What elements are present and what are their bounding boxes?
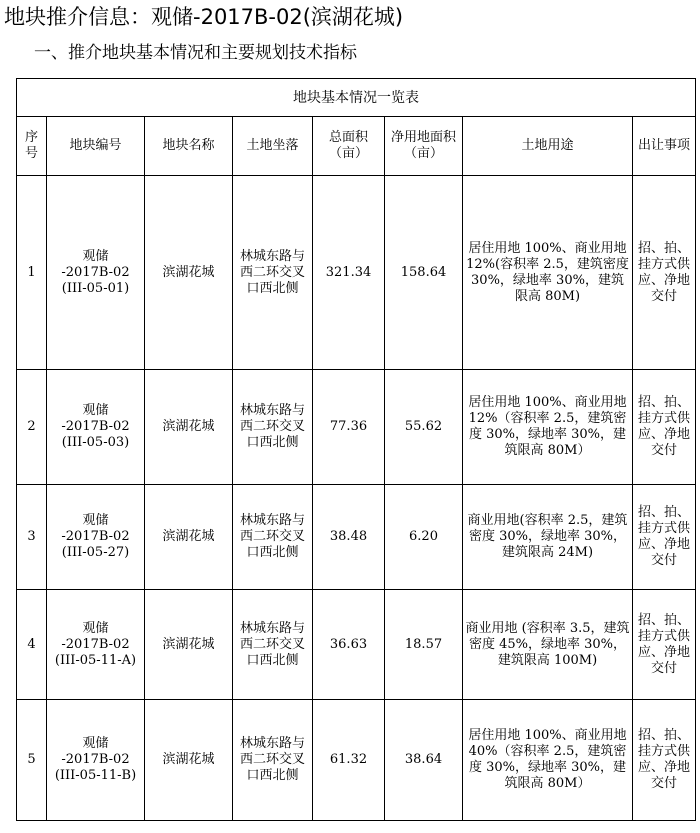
cell-net-area: 158.64 [385, 176, 463, 370]
cell-total-area: 36.63 [313, 590, 385, 700]
plot-code-prefix: 观储 [82, 248, 109, 264]
cell-plot-name: 滨湖花城 [145, 485, 233, 590]
cell-location: 林城东路与西二环交叉口西北侧 [233, 485, 313, 590]
table-row [17, 176, 696, 370]
cell-plot-name: 滨湖花城 [145, 176, 233, 370]
header-total-area: 总面积（亩） [313, 117, 385, 176]
cell-plot-code [47, 700, 145, 821]
cell-seq: 4 [17, 590, 47, 700]
cell-net-area: 18.57 [385, 590, 463, 700]
plot-code-sub: (III-05-27) [61, 545, 130, 560]
plot-code-main: -2017B-02 [61, 752, 130, 767]
cell-plot-code [47, 176, 145, 370]
header-net-area: 净用地面积（亩） [385, 117, 463, 176]
cell-land-use: 商业用地(容积率 2.5，建筑密度 30%，绿地率 30%，建筑限高 24M) [463, 485, 633, 590]
cell-net-area: 55.62 [385, 370, 463, 485]
cell-net-area: 6.20 [385, 485, 463, 590]
cell-transfer-terms: 招、拍、挂方式供应、净地交付 [633, 485, 696, 590]
plot-code-main: -2017B-02 [61, 636, 130, 652]
header-seq: 序号 [17, 117, 47, 176]
cell-location: 林城东路与西二环交叉口西北侧 [233, 590, 313, 700]
plot-code-prefix: 观储 [82, 403, 109, 418]
table-row [17, 590, 696, 700]
plot-code-sub: (III-05-03) [61, 435, 130, 450]
header-location: 土地坐落 [233, 117, 313, 176]
cell-land-use: 居住用地 100%、商业用地 40%（容积率 2.5，建筑密度 30%，绿地率 30%，建筑限高 80M） [463, 700, 633, 821]
cell-seq: 3 [17, 485, 47, 590]
table-caption: 地块基本情况一览表 [17, 79, 696, 117]
plot-code-prefix: 观储 [82, 620, 109, 636]
cell-plot-name: 滨湖花城 [145, 700, 233, 821]
header-transfer-terms: 出让事项 [633, 117, 696, 176]
cell-net-area: 38.64 [385, 700, 463, 821]
cell-land-use: 居住用地 100%、商业用地 12%（容积率 2.5，建筑密度 30%，绿地率 30%，建筑限高 80M） [463, 370, 633, 485]
cell-location: 林城东路与西二环交叉口西北侧 [233, 700, 313, 821]
cell-seq: 2 [17, 370, 47, 485]
plot-code-sub: (III-05-11-A) [54, 652, 137, 668]
cell-plot-name: 滨湖花城 [145, 370, 233, 485]
section-heading: 一、推介地块基本情况和主要规划技术指标 [34, 43, 357, 63]
header-land-use: 土地用途 [463, 117, 633, 176]
cell-seq: 1 [17, 176, 47, 370]
plot-code-main: -2017B-02 [61, 264, 130, 280]
cell-plot-code [47, 590, 145, 700]
plot-code-sub: (III-05-01) [61, 280, 130, 296]
cell-land-use: 居住用地 100%、商业用地 12%(容积率 2.5，建筑密度 30%，绿地率 30%，建筑限高 80M) [463, 176, 633, 370]
cell-transfer-terms: 招、拍、挂方式供应、净地交付 [633, 370, 696, 485]
plot-code-prefix: 观储 [82, 513, 109, 528]
page-title: 地块推介信息：观储-2017B-02(滨湖花城) [4, 5, 404, 29]
header-plot-name: 地块名称 [145, 117, 233, 176]
plot-code-main: -2017B-02 [61, 529, 130, 544]
cell-plot-code [47, 485, 145, 590]
table-row [17, 700, 696, 821]
table-row [17, 485, 696, 590]
cell-total-area: 77.36 [313, 370, 385, 485]
cell-land-use: 商业用地 (容积率 3.5，建筑密度 45%，绿地率 30%，建筑限高 100M) [463, 590, 633, 700]
cell-transfer-terms: 招、拍、挂方式供应、净地交付 [633, 590, 696, 700]
table-row [17, 370, 696, 485]
cell-plot-code [47, 370, 145, 485]
cell-location: 林城东路与西二环交叉口西北侧 [233, 370, 313, 485]
plot-code-sub: (III-05-11-B) [54, 768, 137, 783]
table-header-row [17, 117, 696, 176]
cell-location: 林城东路与西二环交叉口西北侧 [233, 176, 313, 370]
cell-total-area: 38.48 [313, 485, 385, 590]
plot-code-main: -2017B-02 [61, 419, 130, 434]
cell-total-area: 321.34 [313, 176, 385, 370]
header-plot-code: 地块编号 [47, 117, 145, 176]
cell-transfer-terms: 招、拍、挂方式供应、净地交付 [633, 700, 696, 821]
cell-plot-name: 滨湖花城 [145, 590, 233, 700]
plot-code-prefix: 观储 [82, 736, 109, 751]
cell-transfer-terms: 招、拍、挂方式供应、净地交付 [633, 176, 696, 370]
cell-total-area: 61.32 [313, 700, 385, 821]
land-plot-table [16, 78, 696, 821]
cell-seq: 5 [17, 700, 47, 821]
